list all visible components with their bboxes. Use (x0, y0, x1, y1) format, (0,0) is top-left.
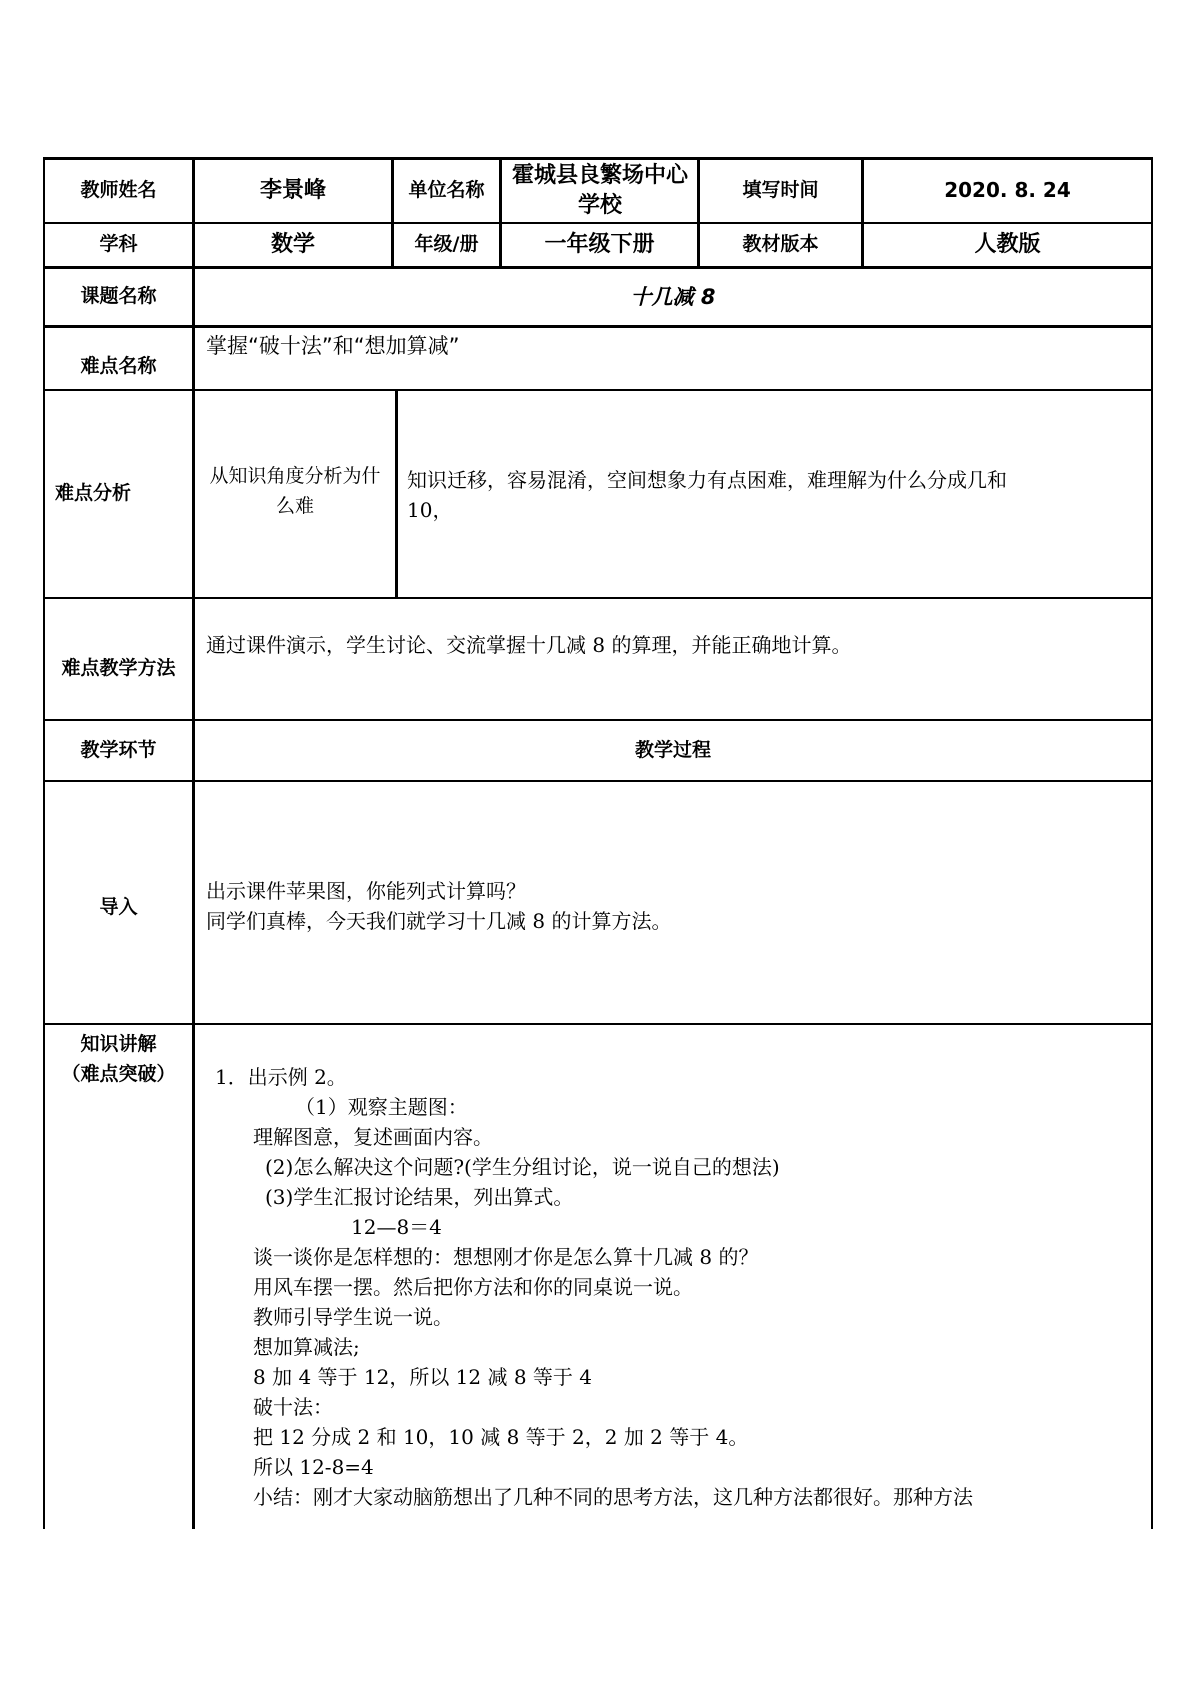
knowledge-line: 教师引导学生说一说。 (253, 1305, 453, 1329)
process-step-label: 教学环节 (80, 738, 157, 761)
grade-label: 年级/册 (414, 233, 479, 256)
knowledge-line: 谈一谈你是怎样想的：想想刚才你是怎么算十几减 8 的？ (253, 1245, 759, 1269)
row-line-7 (43, 780, 1153, 782)
unit-label: 单位名称 (408, 178, 485, 201)
analysis-text-line2: 10， (407, 498, 453, 522)
grade-value: 一年级下册 (544, 232, 655, 258)
knowledge-line: 理解图意，复述画面内容。 (253, 1125, 493, 1149)
topic-label: 课题名称 (80, 285, 157, 308)
edition-label: 教材版本 (742, 233, 819, 256)
difficulty-label: 难点名称 (80, 354, 157, 377)
method-label: 难点教学方法 (61, 657, 176, 680)
knowledge-line: (3)学生汇报讨论结果，列出算式。 (265, 1185, 574, 1209)
knowledge-line: (2)怎么解决这个问题?(学生分组讨论，说一说自己的想法) (265, 1155, 780, 1179)
row-line-5 (43, 597, 1153, 599)
intro-line-2: 同学们真棒，今天我们就学习十几减 8 的计算方法。 (206, 909, 672, 933)
method-value: 通过课件演示，学生讨论、交流掌握十几减 8 的算理，并能正确地计算。 (206, 633, 852, 657)
analysis-divider (395, 389, 398, 598)
knowledge-line: 破十法： (253, 1395, 333, 1419)
label-column-divider (192, 157, 195, 1529)
process-label: 教学过程 (634, 738, 711, 761)
intro-line-1: 出示课件苹果图，你能列式计算吗？ (206, 879, 526, 903)
time-label: 填写时间 (742, 178, 819, 201)
topic-value: 十几减 8 (630, 284, 716, 309)
time-value: 2020. 8. 24 (944, 178, 1071, 202)
knowledge-line: 想加算减法; (253, 1335, 360, 1359)
knowledge-line: 所以 12-8=4 (253, 1455, 374, 1479)
knowledge-line: （1）观察主题图： (295, 1095, 468, 1119)
table-border-right (1151, 157, 1153, 1529)
row-line-8 (43, 1023, 1153, 1025)
analysis-sub-label: 从知识角度分析为什么难 (209, 465, 381, 517)
teacher-value: 李景峰 (259, 177, 326, 203)
knowledge-line: 8 加 4 等于 12，所以 12 减 8 等于 4 (253, 1365, 593, 1389)
knowledge-line: 用风车摆一摆。然后把你方法和你的同桌说一说。 (253, 1275, 693, 1299)
intro-label: 导入 (99, 895, 138, 918)
subject-label: 学科 (99, 233, 138, 256)
edition-value: 人教版 (974, 232, 1041, 258)
subject-value: 数学 (270, 232, 315, 258)
knowledge-label-line2: （难点突破） (61, 1063, 176, 1086)
difficulty-value: 掌握“破十法”和“想加算减” (206, 334, 460, 358)
knowledge-label-line1: 知识讲解 (80, 1033, 157, 1056)
knowledge-line: 小结：刚才大家动脑筋想出了几种不同的思考方法，这几种方法都很好。那种方法 (253, 1485, 973, 1509)
row-line-3 (43, 325, 1153, 328)
unit-value: 霍城县良繁场中心学校 (511, 162, 688, 218)
knowledge-line: 把 12 分成 2 和 10，10 减 8 等于 2，2 加 2 等于 4。 (253, 1425, 749, 1449)
analysis-label: 难点分析 (55, 482, 132, 505)
knowledge-line: 1．出示例 2。 (215, 1065, 347, 1089)
knowledge-line: 12—8＝4 (351, 1215, 442, 1239)
teacher-label: 教师姓名 (80, 178, 157, 201)
analysis-text-line1: 知识迁移，容易混淆，空间想象力有点困难，难理解为什么分成几和 (407, 468, 1007, 492)
